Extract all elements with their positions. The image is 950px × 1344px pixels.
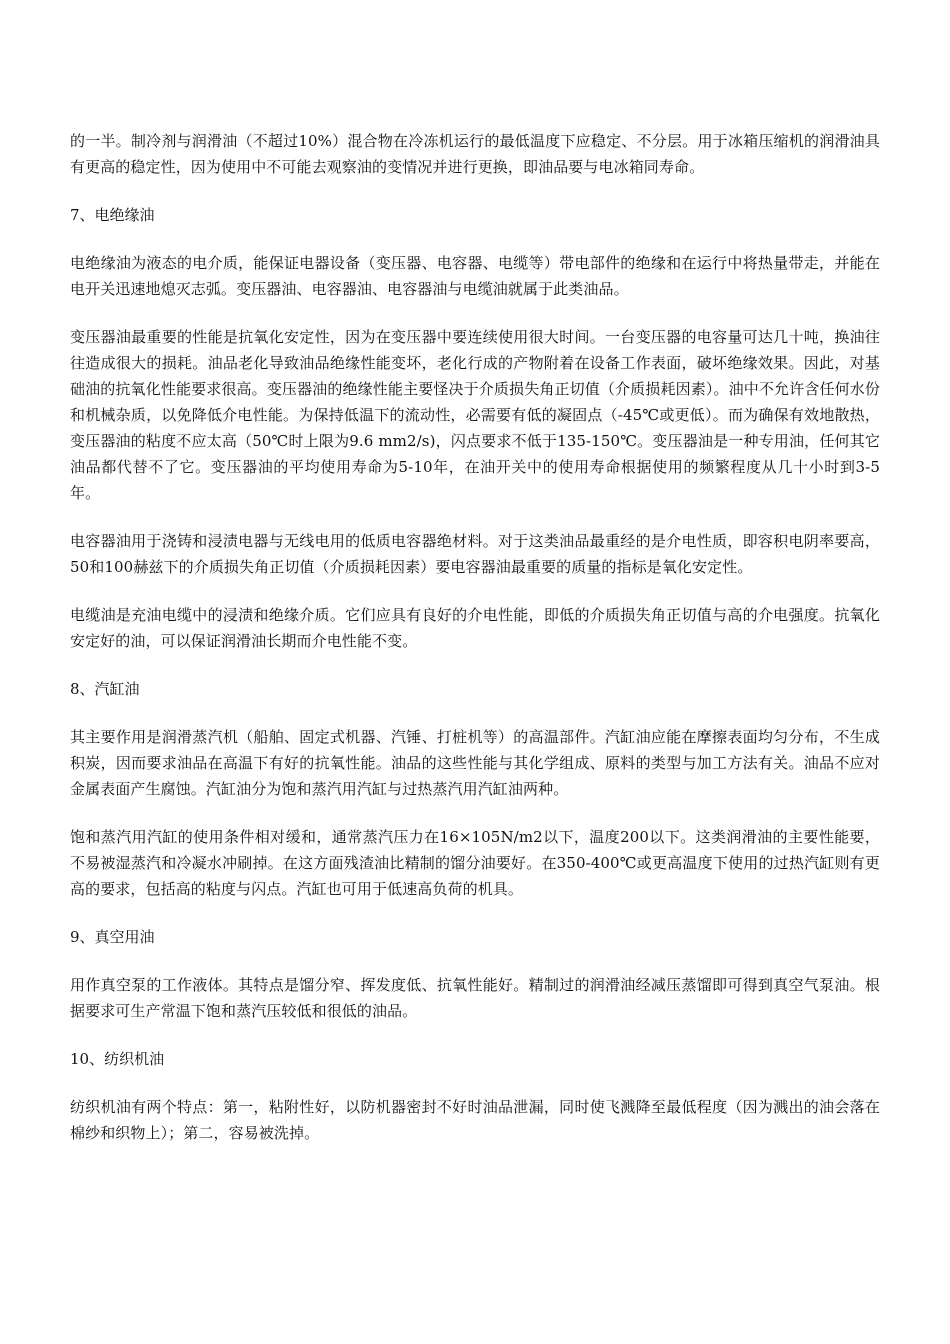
paragraph-refrigerator-oil: 的一半。制冷剂与润滑油（不超过10%）混合物在冷冻机运行的最低温度下应稳定、不分层。用于冰箱压缩机的润滑油具有更高的稳定性，因为使用中不可能去观察油的变情况并进行更换，即油品要与电冰箱同寿命。 xyxy=(70,132,880,176)
paragraph-capacitor-oil: 电容器油用于浇铸和浸渍电器与无线电用的低质电容器绝材料。对于这类油品最重经的是介电性质，即容积电阴率要高，50和100赫兹下的介质损失角正切值（介质损耗因素）要电容器油最重要的质量的指标是氧化安定性。 xyxy=(70,532,880,576)
paragraph-saturated-steam-cylinder: 饱和蒸汽用汽缸的使用条件相对缓和，通常蒸汽压力在16×105N/m2以下，温度200以下。这类润滑油的主要性能要，不易被湿蒸汽和冷凝水冲刷掉。在这方面残渣油比精制的馏分油要好。在350-400℃或更高温度下使用的过热汽缸则有更高的要求，包括高的粘度与闪点。汽缸也可用于低速高负荷的机具。 xyxy=(70,828,880,898)
section-heading-vacuum-oil: 9、真空用油 xyxy=(70,928,155,946)
paragraph-cylinder-oil-function: 其主要作用是润滑蒸汽机（船舶、固定式机器、汽锤、打桩机等）的高温部件。汽缸油应能在摩擦表面均匀分布，不生成积炭，因而要求油品在高温下有好的抗氧性能。油品的这些性能与其化学组成、原料的类型与加工方法有关。油品不应对金属表面产生腐蚀。汽缸油分为饱和蒸汽用汽缸与过热蒸汽用汽缸油两种。 xyxy=(70,728,880,798)
paragraph-transformer-oil: 变压器油最重要的性能是抗氧化安定性，因为在变压器中要连续使用很大时间。一台变压器的电容量可达几十吨，换油往往造成很大的损耗。油品老化导致油品绝缘性能变坏，老化行成的产物附着在设备工作表面，破坏绝缘效果。因此，对基础油的抗氧化性能要求很高。变压器油的绝缘性能主要怪决于介质损失角正切值（介质损耗因素）。油中不允许含任何水份和机械杂质，以免降低介电性能。为保持低温下的流动性，必需要有低的凝固点（-45℃或更低）。而为确保有效地散热，变压器油的粘度不应太高（50℃时上限为9.6 mm2/s)，闪点要求不低于135-150℃。变压器油是一种专用油，任何其它油品都代替不了它。变压器油的平均使用寿命为5-10年，在油开关中的使用寿命根据使用的频繁程度从几十小时到3-5年。 xyxy=(70,328,880,502)
paragraph-insulating-oil-intro: 电绝缘油为液态的电介质，能保证电器设备（变压器、电容器、电缆等）带电部件的绝缘和在运行中将热量带走，并能在电开关迅速地熄灭志弧。变压器油、电容器油、电容器油与电缆油就属于此类油品。 xyxy=(70,254,880,298)
paragraph-vacuum-oil: 用作真空泵的工作液体。其特点是馏分窄、挥发度低、抗氧性能好。精制过的润滑油经减压蒸馏即可得到真空气泵油。根据要求可生产常温下饱和蒸汽压较低和很低的油品。 xyxy=(70,976,880,1020)
document-body xyxy=(70,128,880,1168)
section-heading-electrical-insulating-oil: 7、电绝缘油 xyxy=(70,206,155,224)
paragraph-textile-machine-oil: 纺织机油有两个特点：第一，粘附性好，以防机器密封不好时油品泄漏，同时使飞溅降至最低程度（因为溅出的油会落在棉纱和织物上）；第二，容易被洗掉。 xyxy=(70,1098,880,1142)
paragraph-cable-oil: 电缆油是充油电缆中的浸渍和绝缘介质。它们应具有良好的介电性能，即低的介质损失角正切值与高的介电强度。抗氧化安定好的油，可以保证润滑油长期而介电性能不变。 xyxy=(70,606,880,650)
section-heading-cylinder-oil: 8、汽缸油 xyxy=(70,680,140,698)
section-heading-textile-machine-oil: 10、纺织机油 xyxy=(70,1050,165,1068)
